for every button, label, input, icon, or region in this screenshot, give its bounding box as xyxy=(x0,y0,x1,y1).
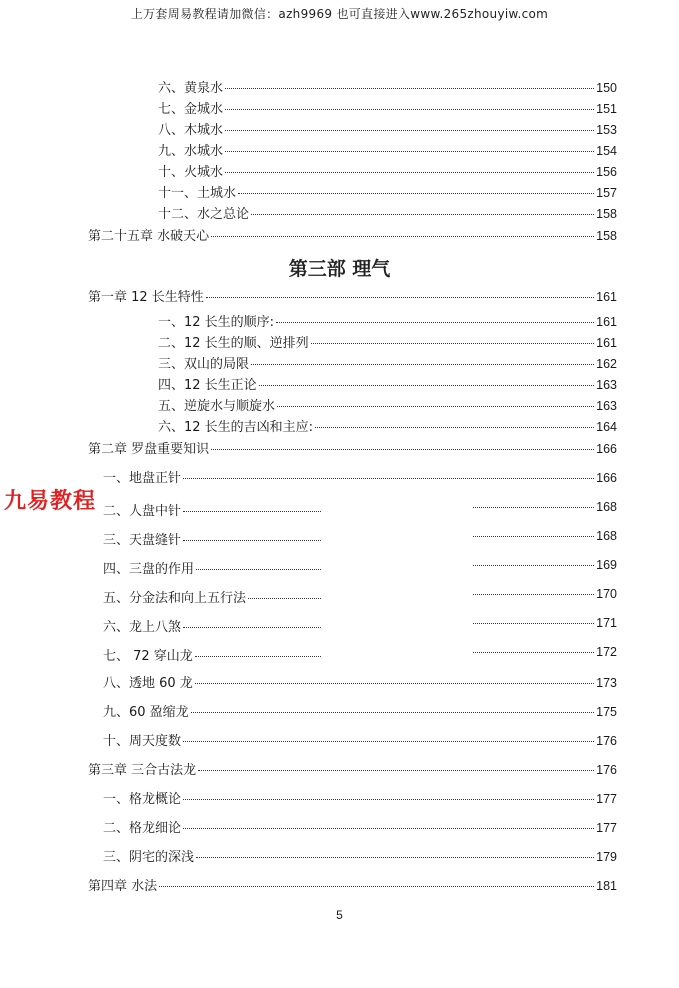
toc-label: 二、12 长生的顺、逆排列 xyxy=(158,336,309,351)
toc-page: 170 xyxy=(596,587,617,601)
toc-entry[interactable] xyxy=(103,733,617,750)
toc-label: 五、逆旋水与顺旋水 xyxy=(158,399,276,414)
toc-leader xyxy=(225,130,594,131)
toc-label: 第一章 12 长生特性 xyxy=(88,290,204,305)
toc-entry[interactable] xyxy=(103,675,617,692)
toc-entry[interactable] xyxy=(103,529,617,548)
toc-page: 151 xyxy=(596,102,617,116)
toc-page: 162 xyxy=(596,357,617,371)
toc-page: 154 xyxy=(596,144,617,158)
toc-leader xyxy=(225,88,594,89)
page-header: 上万套周易教程请加微信：azh9969 也可直接进入www.265zhouyiw.com xyxy=(130,7,549,21)
toc-label: 三、天盘缝针 xyxy=(103,533,182,548)
toc-page: 158 xyxy=(596,207,617,221)
toc-label: 一、格龙概论 xyxy=(103,792,182,807)
toc-chapter[interactable] xyxy=(88,762,617,779)
toc-leader xyxy=(211,449,594,450)
toc-leader xyxy=(191,712,594,713)
toc-label: 一、地盘正针 xyxy=(103,471,182,486)
toc-leader xyxy=(183,511,321,512)
toc-page: 181 xyxy=(596,879,617,893)
toc-leader xyxy=(311,343,594,344)
toc-leader xyxy=(183,799,594,800)
toc-label: 三、双山的局限 xyxy=(158,357,250,372)
toc-leader xyxy=(196,857,594,858)
toc-leader xyxy=(473,594,594,595)
toc-page: 163 xyxy=(596,399,617,413)
toc-entry[interactable] xyxy=(103,820,617,837)
toc-leader xyxy=(159,886,594,887)
toc-chapter[interactable] xyxy=(88,289,617,306)
toc-label: 第三章 三合古法龙 xyxy=(88,763,197,778)
toc-entry[interactable] xyxy=(103,616,617,635)
toc-leader xyxy=(277,406,594,407)
toc-entry[interactable] xyxy=(158,398,617,415)
toc-label: 第二十五章 水破天心 xyxy=(88,229,210,244)
toc-leader xyxy=(473,507,594,508)
toc-leader xyxy=(225,172,594,173)
toc-label: 三、阴宅的深浅 xyxy=(103,850,195,865)
toc-page: 176 xyxy=(596,763,617,777)
toc-label: 十、周天度数 xyxy=(103,734,182,749)
toc-leader xyxy=(183,478,594,479)
toc-page: 161 xyxy=(596,290,617,304)
toc-label: 九、水城水 xyxy=(158,144,224,159)
toc-page: 150 xyxy=(596,81,617,95)
toc-label: 十一、土城水 xyxy=(158,186,237,201)
toc-page: 177 xyxy=(596,821,617,835)
toc-label: 第四章 水法 xyxy=(88,879,158,894)
page-number: 5 xyxy=(336,908,343,922)
toc-leader xyxy=(251,364,594,365)
toc-page: 168 xyxy=(596,529,617,543)
toc-entry[interactable] xyxy=(158,164,617,181)
toc-entry[interactable] xyxy=(158,206,617,223)
toc-leader xyxy=(473,652,594,653)
toc-chapter[interactable] xyxy=(88,441,617,458)
toc-label: 六、12 长生的吉凶和主应: xyxy=(158,420,314,435)
toc-entry[interactable] xyxy=(158,101,617,118)
toc-leader xyxy=(211,236,594,237)
toc-page: 163 xyxy=(596,378,617,392)
toc-leader xyxy=(473,623,594,624)
toc-leader xyxy=(196,569,321,570)
toc-label: 七、 72 穿山龙 xyxy=(103,649,193,664)
toc-leader xyxy=(248,598,321,599)
toc-leader xyxy=(473,565,594,566)
toc-page: 166 xyxy=(596,471,617,485)
toc-entry[interactable] xyxy=(158,314,617,331)
toc-entry[interactable] xyxy=(103,470,617,487)
toc-page: 164 xyxy=(596,420,617,434)
toc-label: 七、金城水 xyxy=(158,102,224,117)
toc-entry[interactable] xyxy=(158,377,617,394)
toc-entry[interactable] xyxy=(103,704,617,721)
toc-page: 169 xyxy=(596,558,617,572)
toc-page: 157 xyxy=(596,186,617,200)
toc-leader xyxy=(195,656,321,657)
toc-leader xyxy=(276,322,594,323)
toc-leader xyxy=(251,214,594,215)
toc-page: 158 xyxy=(596,229,617,243)
toc-leader xyxy=(183,627,321,628)
toc-leader xyxy=(183,741,594,742)
toc-entry[interactable] xyxy=(158,143,617,160)
toc-label: 二、格龙细论 xyxy=(103,821,182,836)
toc-page: 161 xyxy=(596,315,617,329)
toc-page: 179 xyxy=(596,850,617,864)
toc-label: 八、透地 60 龙 xyxy=(103,676,193,691)
toc-page: 175 xyxy=(596,705,617,719)
toc-chapter[interactable] xyxy=(88,228,617,245)
toc-label: 十、火城水 xyxy=(158,165,224,180)
toc-label: 一、12 长生的顺序: xyxy=(158,315,275,330)
toc-page: 171 xyxy=(596,616,617,630)
toc-leader xyxy=(315,427,594,428)
toc-entry[interactable] xyxy=(158,185,617,202)
toc-label: 五、分金法和向上五行法 xyxy=(103,591,247,606)
toc-entry[interactable] xyxy=(158,80,617,97)
toc-label: 四、12 长生正论 xyxy=(158,378,257,393)
toc-page: 173 xyxy=(596,676,617,690)
toc-entry[interactable] xyxy=(158,335,617,352)
toc-leader xyxy=(183,540,321,541)
toc-chapter[interactable] xyxy=(88,878,617,895)
toc-label: 二、人盘中针 xyxy=(103,504,182,519)
toc-leader xyxy=(198,770,594,771)
toc-page: 172 xyxy=(596,645,617,659)
toc-page: 166 xyxy=(596,442,617,456)
toc-leader xyxy=(473,536,594,537)
toc-label: 十二、水之总论 xyxy=(158,207,250,222)
toc-entry[interactable] xyxy=(103,849,617,866)
toc-leader xyxy=(195,683,594,684)
toc-entry[interactable] xyxy=(103,587,617,606)
toc-entry[interactable] xyxy=(158,419,617,436)
toc-entry[interactable] xyxy=(103,791,617,808)
toc-entry[interactable] xyxy=(103,558,617,577)
toc-leader xyxy=(238,193,594,194)
toc-label: 六、黄泉水 xyxy=(158,81,224,96)
toc-label: 第二章 罗盘重要知识 xyxy=(88,442,210,457)
toc-leader xyxy=(225,109,594,110)
toc-page: 156 xyxy=(596,165,617,179)
toc-page: 161 xyxy=(596,336,617,350)
toc-label: 八、木城水 xyxy=(158,123,224,138)
part-title: 第三部 理气 xyxy=(288,258,391,280)
toc-entry[interactable] xyxy=(103,500,617,519)
toc-label: 四、三盘的作用 xyxy=(103,562,195,577)
toc-label: 九、60 盈缩龙 xyxy=(103,705,189,720)
toc-page: 177 xyxy=(596,792,617,806)
toc-entry[interactable] xyxy=(158,356,617,373)
toc-leader xyxy=(225,151,594,152)
toc-page: 153 xyxy=(596,123,617,137)
toc-leader xyxy=(183,828,594,829)
watermark-logo: 九易教程 xyxy=(4,489,97,514)
toc-entry[interactable] xyxy=(158,122,617,139)
toc-page: 168 xyxy=(596,500,617,514)
toc-page: 176 xyxy=(596,734,617,748)
toc-label: 六、龙上八煞 xyxy=(103,620,182,635)
toc-entry[interactable] xyxy=(103,645,617,664)
toc-leader xyxy=(259,385,594,386)
toc-leader xyxy=(206,297,594,298)
